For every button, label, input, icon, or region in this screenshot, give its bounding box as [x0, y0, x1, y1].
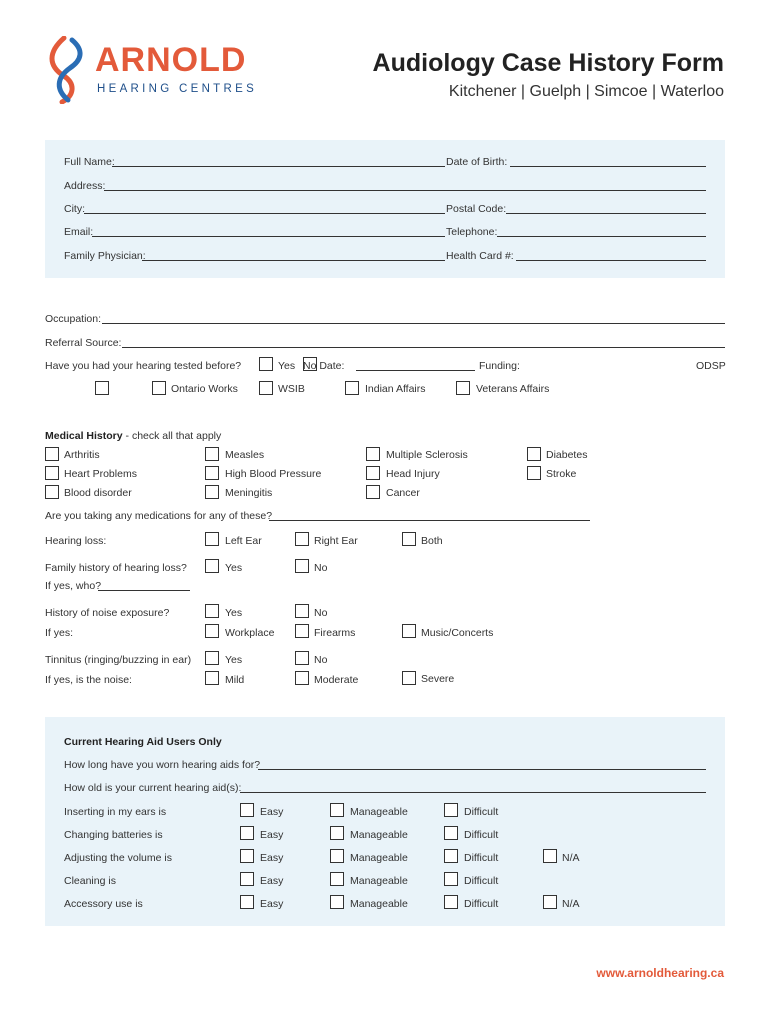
- cleaning-easy-checkbox[interactable]: [240, 872, 254, 886]
- occupation-field[interactable]: [102, 323, 725, 324]
- aid-task-label: Cleaning is: [64, 875, 116, 887]
- hearing-aid-heading: Current Hearing Aid Users Only: [64, 736, 222, 748]
- batteries-manageable-checkbox[interactable]: [330, 826, 344, 840]
- dob-label: Date of Birth:: [446, 156, 508, 168]
- moderate-label: Moderate: [314, 674, 359, 686]
- mild-label: Mild: [225, 674, 245, 686]
- cleaning-manageable-checkbox[interactable]: [330, 872, 344, 886]
- aid-task-label: Changing batteries is: [64, 829, 163, 841]
- batteries-difficult-checkbox[interactable]: [444, 826, 458, 840]
- noise-no-label: No: [314, 607, 328, 619]
- if-yes-who-label: If yes, who?: [45, 580, 102, 592]
- volume-manageable-checkbox[interactable]: [330, 849, 344, 863]
- how-long-field[interactable]: [258, 769, 706, 770]
- tested-yes-checkbox[interactable]: [259, 357, 273, 371]
- multiple-sclerosis-checkbox[interactable]: [366, 447, 380, 461]
- easy-label: Easy: [260, 898, 284, 910]
- wsib-checkbox[interactable]: [259, 381, 273, 395]
- aid-task-label: Inserting in my ears is: [64, 806, 167, 818]
- right-ear-label: Right Ear: [314, 535, 358, 547]
- noise-exposure-question: History of noise exposure?: [45, 607, 170, 619]
- condition-label: Multiple Sclerosis: [386, 449, 468, 461]
- full-name-label: Full Name:: [64, 156, 115, 168]
- medical-history-title: Medical History: [45, 430, 123, 442]
- if-yes-label: If yes:: [45, 627, 74, 639]
- stroke-checkbox[interactable]: [527, 466, 541, 480]
- manageable-label: Manageable: [350, 806, 408, 818]
- difficult-label: Difficult: [464, 806, 499, 818]
- physician-label: Family Physician:: [64, 250, 146, 262]
- indian-affairs-checkbox[interactable]: [345, 381, 359, 395]
- physician-field[interactable]: [142, 260, 445, 261]
- veterans-affairs-label: Veterans Affairs: [476, 383, 550, 395]
- severe-label: Severe: [421, 673, 455, 685]
- condition-label: Meningitis: [225, 487, 273, 499]
- both-ears-checkbox[interactable]: [402, 532, 416, 546]
- heart-problems-checkbox[interactable]: [45, 466, 59, 480]
- accessory-easy-checkbox[interactable]: [240, 895, 254, 909]
- postal-label: Postal Code:: [446, 203, 507, 215]
- difficult-label: Difficult: [464, 829, 499, 841]
- noise-level-question: If yes, is the noise:: [45, 674, 132, 686]
- manageable-label: Manageable: [350, 852, 408, 864]
- inserting-difficult-checkbox[interactable]: [444, 803, 458, 817]
- family-yes-checkbox[interactable]: [205, 559, 219, 573]
- telephone-field[interactable]: [497, 236, 706, 237]
- tested-question: Have you had your hearing tested before?: [45, 360, 242, 372]
- both-ears-label: Both: [421, 535, 443, 547]
- odsp-label: ODSP: [696, 360, 726, 372]
- medications-field[interactable]: [269, 520, 590, 521]
- moderate-checkbox[interactable]: [295, 671, 309, 685]
- wsib-label: WSIB: [278, 383, 305, 395]
- difficult-label: Difficult: [464, 852, 499, 864]
- volume-easy-checkbox[interactable]: [240, 849, 254, 863]
- tinnitus-yes-label: Yes: [225, 654, 243, 666]
- volume-difficult-checkbox[interactable]: [444, 849, 458, 863]
- cancer-checkbox[interactable]: [366, 485, 380, 499]
- funding-label: Funding:: [479, 360, 520, 372]
- mild-checkbox[interactable]: [205, 671, 219, 685]
- head-injury-checkbox[interactable]: [366, 466, 380, 480]
- batteries-easy-checkbox[interactable]: [240, 826, 254, 840]
- how-long-question: How long have you worn hearing aids for?: [64, 759, 261, 771]
- odsp-checkbox[interactable]: [95, 381, 109, 395]
- how-old-field[interactable]: [240, 792, 706, 793]
- if-yes-who-field[interactable]: [98, 590, 190, 591]
- tested-date-field[interactable]: [356, 370, 475, 371]
- music-concerts-label: Music/Concerts: [421, 627, 494, 639]
- family-no-checkbox[interactable]: [295, 559, 309, 573]
- indian-affairs-label: Indian Affairs: [365, 383, 426, 395]
- workplace-label: Workplace: [225, 627, 275, 639]
- ontario-works-checkbox[interactable]: [152, 381, 166, 395]
- brand-tagline: HEARING CENTRES: [97, 83, 258, 95]
- measles-checkbox[interactable]: [205, 447, 219, 461]
- locations: Kitchener | Guelph | Simcoe | Waterloo: [448, 83, 724, 100]
- email-label: Email:: [64, 226, 94, 238]
- arthritis-checkbox[interactable]: [45, 447, 59, 461]
- accessory-difficult-checkbox[interactable]: [444, 895, 458, 909]
- right-ear-checkbox[interactable]: [295, 532, 309, 546]
- address-label: Address:: [64, 180, 106, 192]
- condition-label: Heart Problems: [64, 468, 137, 480]
- meningitis-checkbox[interactable]: [205, 485, 219, 499]
- ontario-works-label: Ontario Works: [171, 383, 238, 395]
- blood-disorder-checkbox[interactable]: [45, 485, 59, 499]
- referral-source-field[interactable]: [122, 347, 725, 348]
- condition-label: Blood disorder: [64, 487, 132, 499]
- tinnitus-no-label: No: [314, 654, 328, 666]
- noise-no-checkbox[interactable]: [295, 604, 309, 618]
- medical-history-heading: [45, 430, 221, 442]
- telephone-label: Telephone:: [446, 226, 498, 238]
- manageable-label: Manageable: [350, 875, 408, 887]
- easy-label: Easy: [260, 806, 284, 818]
- na-label: N/A: [562, 898, 580, 910]
- manageable-label: Manageable: [350, 898, 408, 910]
- how-old-question: How old is your current hearing aid(s):: [64, 782, 242, 794]
- left-ear-checkbox[interactable]: [205, 532, 219, 546]
- medical-history-note: - check all that apply: [122, 430, 222, 442]
- family-history-question: Family history of hearing loss?: [45, 562, 187, 574]
- volume-na-checkbox[interactable]: [543, 849, 557, 863]
- noise-yes-checkbox[interactable]: [205, 604, 219, 618]
- tested-no-date-label: No Date:: [303, 360, 345, 372]
- cleaning-difficult-checkbox[interactable]: [444, 872, 458, 886]
- accessory-manageable-checkbox[interactable]: [330, 895, 344, 909]
- aid-task-label: Adjusting the volume is: [64, 852, 172, 864]
- manageable-label: Manageable: [350, 829, 408, 841]
- family-yes-label: Yes: [225, 562, 243, 574]
- address-field[interactable]: [104, 190, 706, 191]
- difficult-label: Difficult: [464, 875, 499, 887]
- condition-label: Arthritis: [64, 449, 100, 461]
- aid-task-label: Accessory use is: [64, 898, 143, 910]
- inserting-manageable-checkbox[interactable]: [330, 803, 344, 817]
- page-title: Audiology Case History Form: [372, 49, 724, 77]
- referral-source-label: Referral Source:: [45, 337, 122, 349]
- severe-checkbox[interactable]: [402, 671, 416, 685]
- condition-label: Measles: [225, 449, 265, 461]
- dob-field[interactable]: [510, 166, 706, 167]
- city-label: City:: [64, 203, 85, 215]
- music-concerts-checkbox[interactable]: [402, 624, 416, 638]
- easy-label: Easy: [260, 829, 284, 841]
- email-field[interactable]: [92, 236, 445, 237]
- health-card-field[interactable]: [516, 260, 706, 261]
- easy-label: Easy: [260, 852, 284, 864]
- website-link[interactable]: www.arnoldhearing.ca: [596, 966, 724, 980]
- health-card-label: Health Card #:: [446, 250, 514, 262]
- na-label: N/A: [562, 852, 580, 864]
- firearms-checkbox[interactable]: [295, 624, 309, 638]
- high-blood-pressure-checkbox[interactable]: [205, 466, 219, 480]
- noise-yes-label: Yes: [225, 607, 243, 619]
- full-name-field[interactable]: [112, 166, 445, 167]
- hearing-aid-panel: [45, 717, 725, 926]
- tested-yes-label: Yes: [278, 360, 296, 372]
- condition-label: Cancer: [386, 487, 420, 499]
- condition-label: High Blood Pressure: [225, 468, 322, 480]
- family-no-label: No: [314, 562, 328, 574]
- hearing-loss-label: Hearing loss:: [45, 535, 107, 547]
- condition-label: Stroke: [546, 468, 577, 480]
- city-field[interactable]: [84, 213, 445, 214]
- occupation-label: Occupation:: [45, 313, 102, 325]
- brand-name: ARNOLD: [95, 41, 247, 79]
- condition-label: Head Injury: [386, 468, 440, 480]
- firearms-label: Firearms: [314, 627, 356, 639]
- personal-info-panel: [45, 140, 725, 278]
- accessory-na-checkbox[interactable]: [543, 895, 557, 909]
- difficult-label: Difficult: [464, 898, 499, 910]
- tinnitus-no-checkbox[interactable]: [295, 651, 309, 665]
- medications-question: Are you taking any medications for any of these?: [45, 510, 273, 522]
- veterans-affairs-checkbox[interactable]: [456, 381, 470, 395]
- tinnitus-yes-checkbox[interactable]: [205, 651, 219, 665]
- workplace-checkbox[interactable]: [205, 624, 219, 638]
- diabetes-checkbox[interactable]: [527, 447, 541, 461]
- tinnitus-question: Tinnitus (ringing/buzzing in ear): [45, 654, 192, 666]
- easy-label: Easy: [260, 875, 284, 887]
- arnold-logo-icon: [42, 36, 90, 104]
- postal-field[interactable]: [506, 213, 706, 214]
- condition-label: Diabetes: [546, 449, 588, 461]
- left-ear-label: Left Ear: [225, 535, 262, 547]
- inserting-easy-checkbox[interactable]: [240, 803, 254, 817]
